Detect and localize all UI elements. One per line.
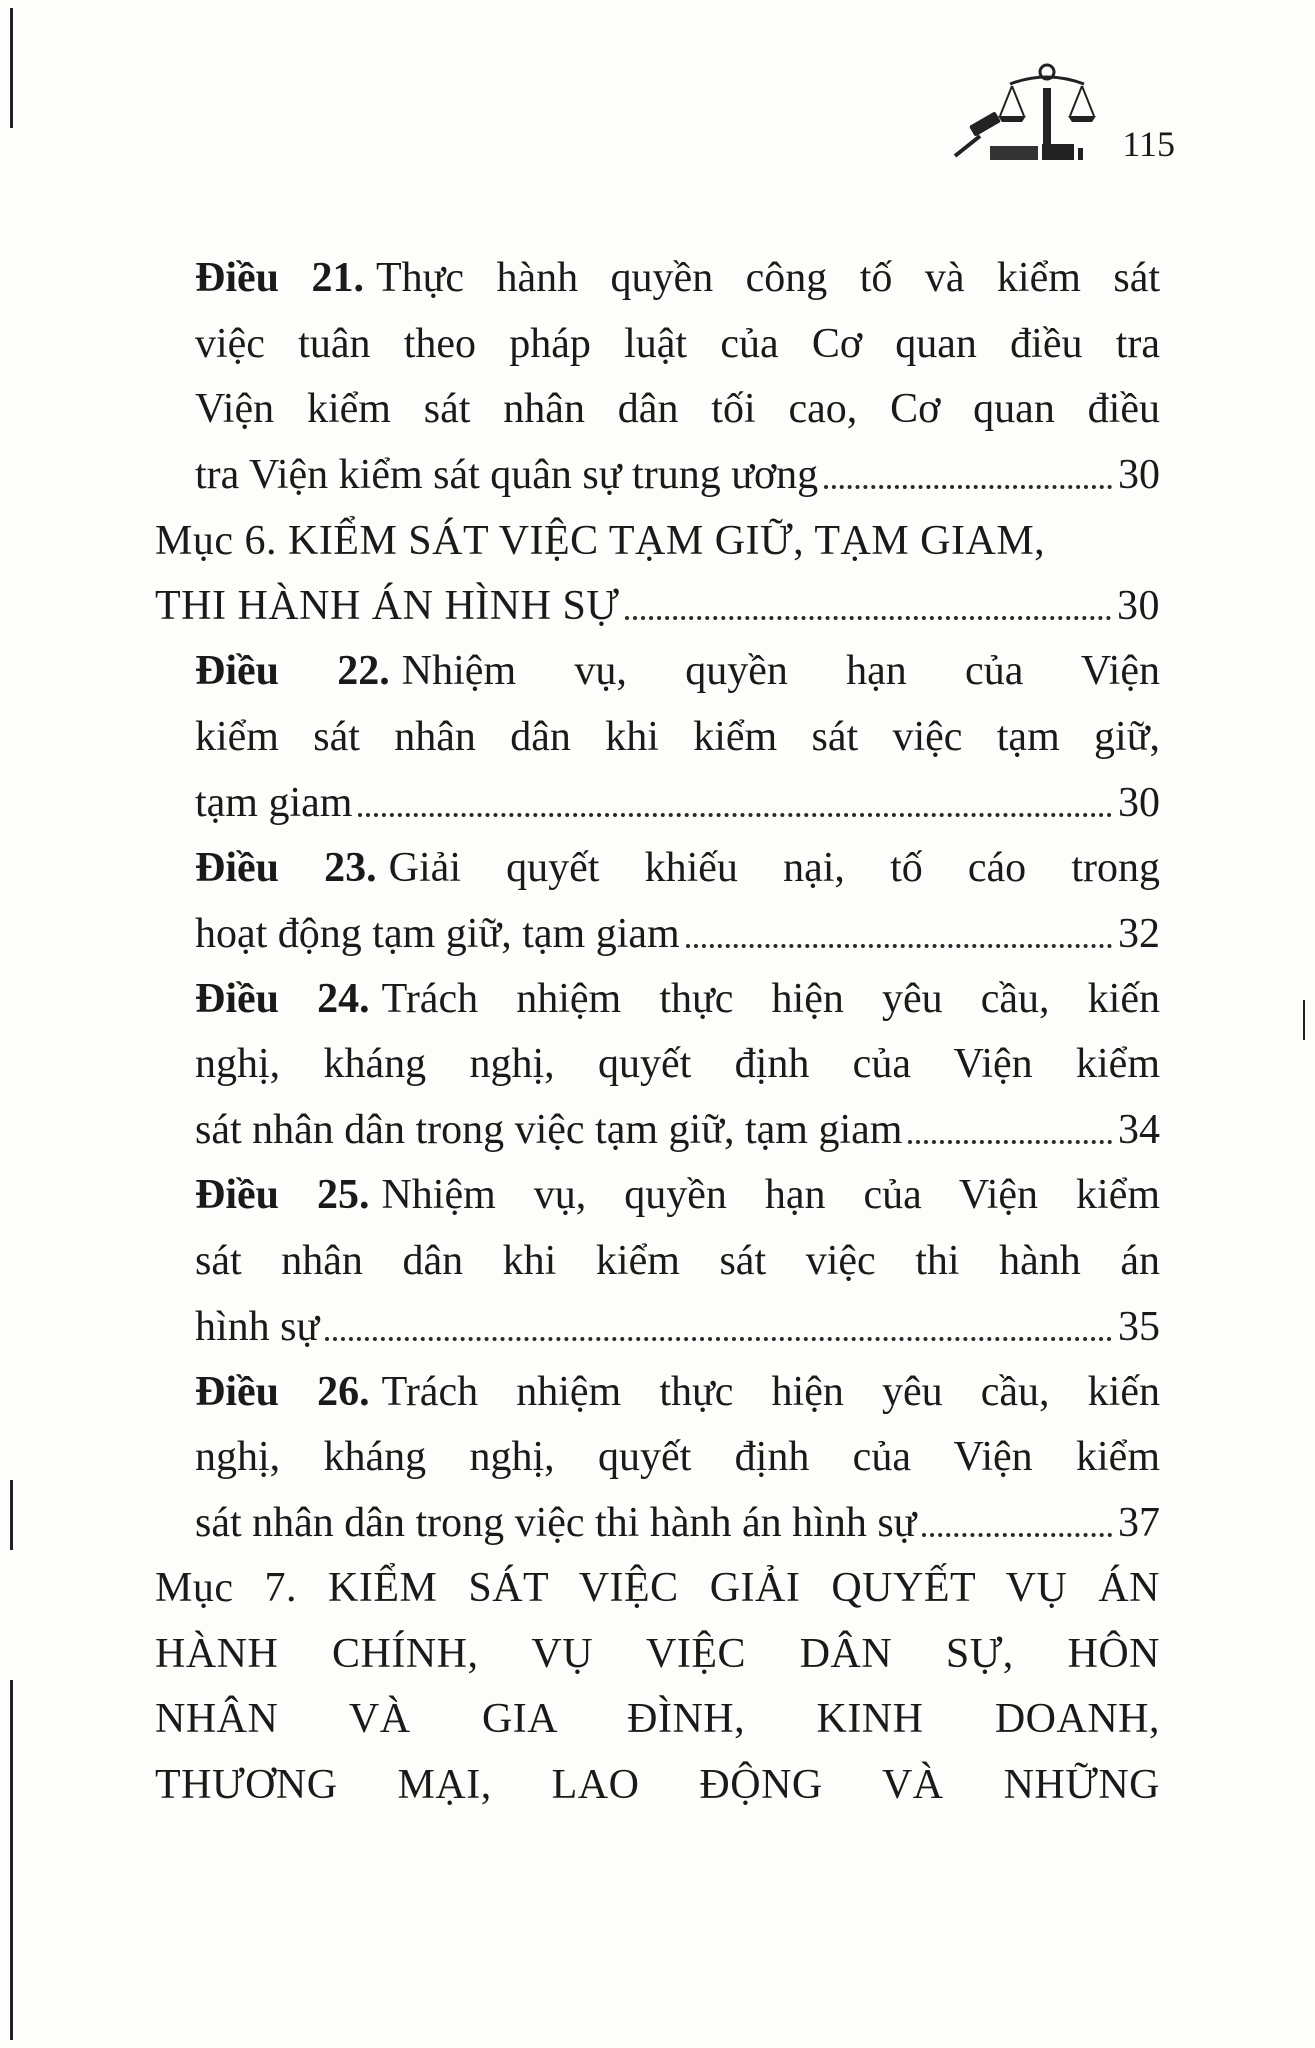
toc-entry-text: sát nhân dân trong việc thi hành án hình sự bbox=[195, 1500, 917, 1547]
toc-entry-dieu-22-line-2: kiểm sát nhân dân khi kiểm sát việc tạm giữ, bbox=[195, 713, 1160, 760]
toc-entry-head: Điều 26. bbox=[195, 1368, 370, 1415]
toc-entry-dieu-26-line-1 bbox=[155, 1360, 1160, 1426]
page-edge-mark-top bbox=[10, 8, 13, 128]
page-edge-mark-middle bbox=[10, 1480, 13, 1550]
toc-entry-text: Nhiệm vụ, quyền hạn của Viện bbox=[401, 648, 1160, 694]
toc-entry-text: hình sự bbox=[195, 1303, 320, 1350]
dot-leader bbox=[686, 944, 1112, 948]
toc-page-number: 34 bbox=[1118, 1107, 1160, 1154]
toc-page-number: 37 bbox=[1118, 1500, 1160, 1547]
toc-section-muc-6-line-1: Mục 6. KIỂM SÁT VIỆC TẠM GIỮ, TẠM GIAM, bbox=[155, 517, 1046, 564]
page-header bbox=[950, 58, 1175, 168]
toc-entry-dieu-21-line-2: việc tuân theo pháp luật của Cơ quan điều tra bbox=[195, 320, 1160, 367]
toc-page-number: 35 bbox=[1118, 1303, 1160, 1350]
toc-entry-text: Giải quyết khiếu nại, tố cáo trong bbox=[388, 844, 1160, 891]
toc-entry-dieu-24-line-3 bbox=[155, 1098, 1160, 1164]
toc-entry-dieu-21-line-4 bbox=[155, 443, 1160, 509]
toc-entry-text: Nhiệm vụ, quyền hạn của Viện kiểm bbox=[381, 1172, 1160, 1218]
toc-entry-dieu-24-line-2: nghị, kháng nghị, quyết định của Viện kiểm bbox=[195, 1041, 1160, 1087]
toc-entry-text: Thực hành quyền công tố và kiểm sát bbox=[375, 255, 1160, 301]
dot-leader bbox=[325, 1337, 1112, 1341]
dot-leader bbox=[358, 813, 1112, 817]
toc-entry-dieu-23-line-2 bbox=[155, 901, 1160, 967]
toc-entry-dieu-25-line-2: sát nhân dân khi kiểm sát việc thi hành án bbox=[195, 1237, 1160, 1284]
toc-page-number: 30 bbox=[1118, 452, 1160, 499]
toc-entry-dieu-22-line-3 bbox=[155, 770, 1160, 836]
toc-entry-head: Điều 24. bbox=[195, 975, 370, 1022]
toc-entry-dieu-26-line-2: nghị, kháng nghị, quyết định của Viện kiểm bbox=[195, 1434, 1160, 1480]
toc-entry-dieu-25-line-3 bbox=[155, 1294, 1160, 1360]
toc-entry-dieu-23-line-1 bbox=[155, 836, 1160, 902]
toc-page-number: 30 bbox=[1117, 583, 1160, 630]
table-of-contents bbox=[155, 246, 1160, 1818]
page-number: 115 bbox=[1122, 124, 1175, 164]
toc-section-muc-6-line-2 bbox=[155, 574, 1160, 640]
toc-page-number: 30 bbox=[1118, 779, 1160, 826]
toc-entry-head: Điều 23. bbox=[195, 844, 377, 891]
toc-entry-dieu-21-line-3: Viện kiểm sát nhân dân tối cao, Cơ quan điều bbox=[195, 386, 1160, 432]
toc-entry-text: Trách nhiệm thực hiện yêu cầu, kiến bbox=[381, 975, 1160, 1022]
toc-entry-text: sát nhân dân trong việc tạm giữ, tạm giam bbox=[195, 1107, 903, 1154]
dot-leader bbox=[908, 1140, 1112, 1144]
toc-entry-head: Điều 22. bbox=[195, 648, 390, 694]
toc-entry-text: THI HÀNH ÁN HÌNH SỰ bbox=[155, 583, 620, 630]
toc-section-muc-7-line-1: Mục 7. KIỂM SÁT VIỆC GIẢI QUYẾT VỤ ÁN bbox=[155, 1565, 1160, 1611]
toc-entry-head: Điều 21. bbox=[195, 255, 364, 301]
toc-entry-text: tra Viện kiểm sát quân sự trung ương bbox=[195, 452, 819, 499]
toc-entry-dieu-22-line-1 bbox=[155, 639, 1160, 705]
dot-leader bbox=[922, 1533, 1112, 1537]
page-edge-mark-right bbox=[1303, 1000, 1305, 1040]
toc-entry-text: hoạt động tạm giữ, tạm giam bbox=[195, 910, 680, 957]
toc-entry-dieu-25-line-1 bbox=[155, 1163, 1160, 1229]
scales-of-justice-icon bbox=[950, 58, 1100, 168]
dot-leader bbox=[625, 616, 1111, 620]
toc-entry-dieu-21-line-1 bbox=[155, 246, 1160, 312]
toc-entry-text: Trách nhiệm thực hiện yêu cầu, kiến bbox=[381, 1368, 1160, 1415]
toc-section-muc-7-line-2: HÀNH CHÍNH, VỤ VIỆC DÂN SỰ, HÔN bbox=[155, 1630, 1160, 1677]
toc-entry-head: Điều 25. bbox=[195, 1172, 370, 1218]
toc-entry-text: tạm giam bbox=[195, 779, 353, 826]
toc-page-number: 32 bbox=[1118, 910, 1160, 957]
dot-leader bbox=[824, 485, 1112, 489]
toc-entry-dieu-24-line-1 bbox=[155, 967, 1160, 1033]
toc-entry-dieu-26-line-3 bbox=[155, 1491, 1160, 1557]
page-edge-mark-bottom bbox=[10, 1680, 13, 2040]
toc-section-muc-7-line-3: NHÂN VÀ GIA ĐÌNH, KINH DOANH, bbox=[155, 1696, 1160, 1742]
toc-section-muc-7-line-4: THƯƠNG MẠI, LAO ĐỘNG VÀ NHỮNG bbox=[155, 1761, 1160, 1808]
